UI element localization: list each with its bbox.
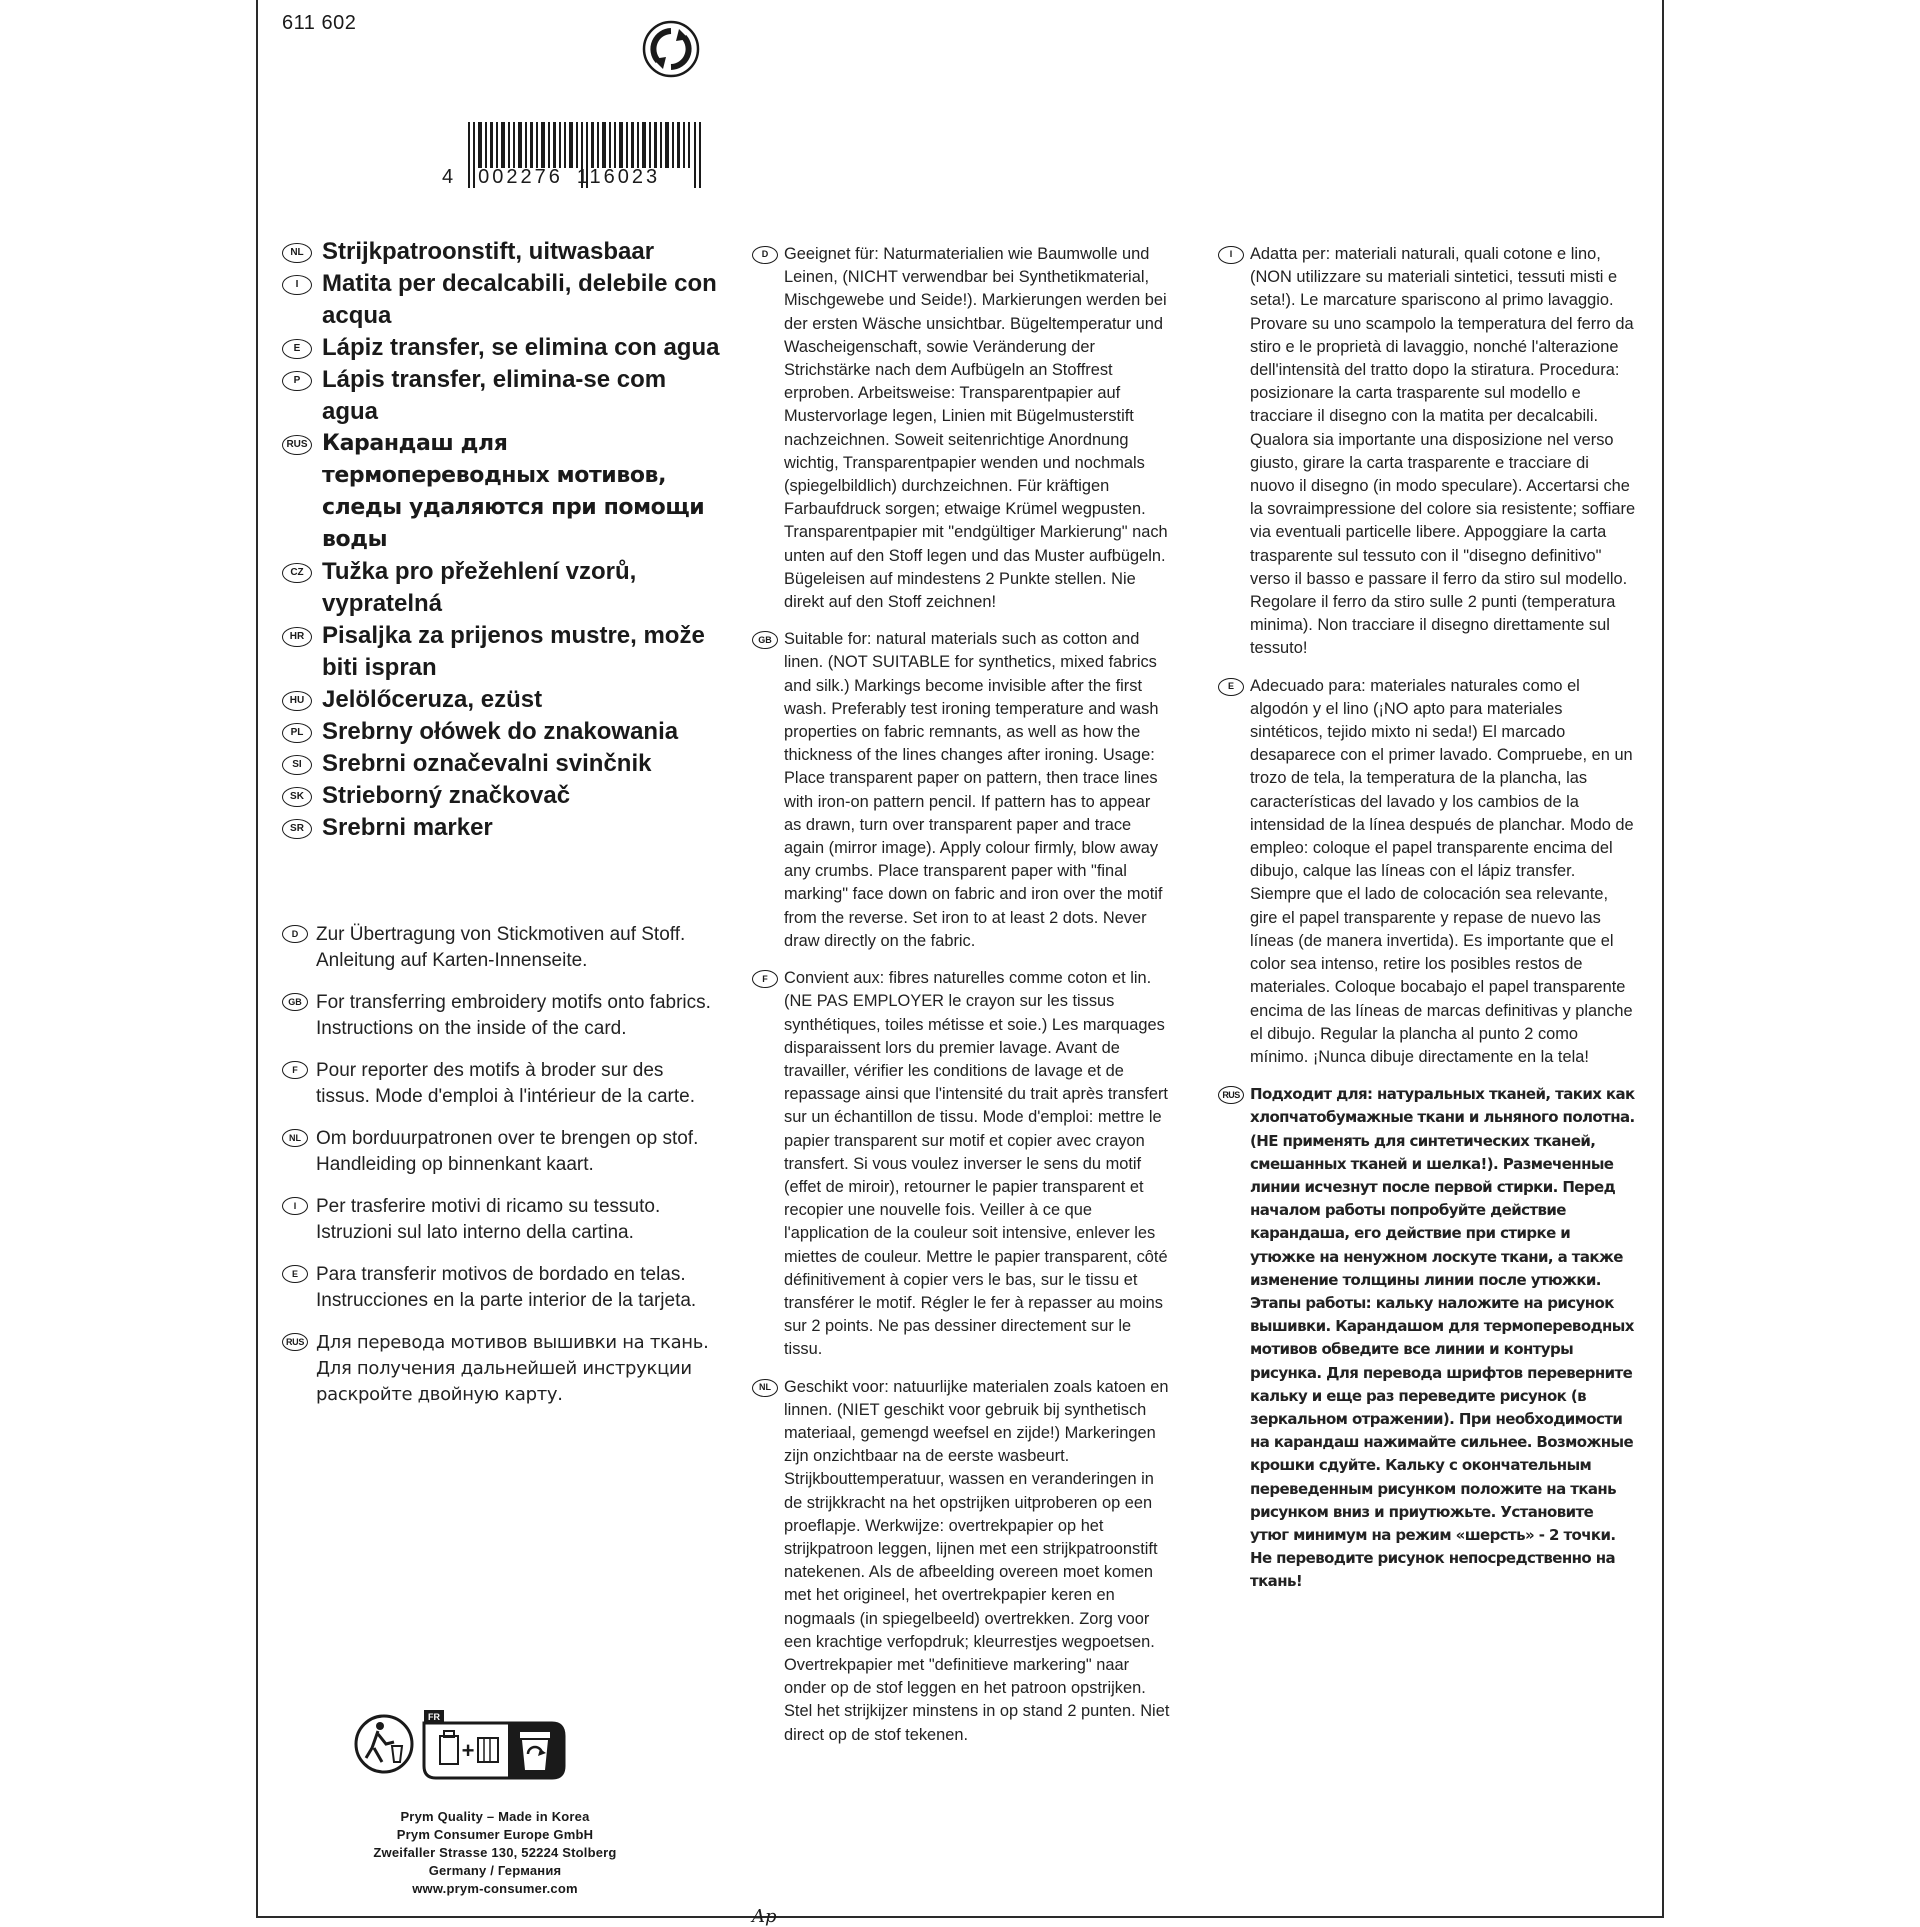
barcode-lead-digit: 4 [442, 166, 457, 188]
paper-pack-icon [440, 1731, 498, 1764]
title-row [282, 812, 722, 844]
title-text: Lápiz transfer, se elimina con agua [322, 334, 720, 361]
language-badge: SI [282, 755, 312, 775]
language-badge: D [282, 925, 308, 943]
barcode-digits [442, 166, 712, 189]
green-dot-recycling-icon [641, 19, 701, 79]
instruction-paragraph [1218, 675, 1636, 1069]
title-text: Tužka pro přežehlení vzorů, vypratelná [322, 558, 637, 617]
language-badge: E [282, 339, 312, 359]
title-row [282, 236, 722, 268]
instruction-text: Подходит для: натуральных тканей, таких как хлопчатобумажные ткани и льняного полотна. (НЕ применять для синтетических тканей, смешанных тканей и шелка!). Размеченные линии исчезнут после первой стирки. Перед началом работы попробуйте действие карандаша, его действие при стирке и утюжке на ненужном лоскуте ткани, а также изменение толщины линии после утюжки. Этапы работы: кальку наложите на рисунок вышивки. Карандашом для термопереводных мотивов обведите все линии и контуры рисунка. Для перевода шрифтов переверните кальку и еще раз переведите рисунок (в зеркальном отражении). При необходимости на карандаш нажимайте сильнее. Возможные крошки сдуйте. Кальку с окончательным переведенным рисунком положите на ткань рисунком вниз и приутюжьте. Установите утюг минимум на режим «шерсть» - 2 точки. Не переводите рисунок непосредственно на ткань! [1250, 1085, 1635, 1591]
title-row [282, 556, 722, 620]
instruction-text: Geeignet für: Naturmaterialien wie Baumwolle und Leinen, (NICHT verwendbar bei Synthetikmaterial, Mischgewebe und Seide!). Markierungen werden bei der ersten Wäsche unsichtbar. Bügeltemperatur und Wascheigenschaft, sowie Veränderung der Strichstärke nach dem Aufbügeln an Stoffrest erproben. Arbeitsweise: Transparentpapier auf Mustervorlage legen, Linien mit Bügelmusterstift nachzeichnen. Soweit seitenrichtige Anordnung wichtig, Transparentpapier wenden und nochmals (spiegelbildlich) durchzeichnen. Für kräftigen Farbaufdruck sorgen; etwaige Krümel wegpusten. Transparentpapier mit "endgültiger Markierung" nach unten auf den Stoff legen und das Muster aufbügeln. Bügeleisen auf mindestens 2 Punkte stellen. Nie direkt auf den Stoff zeichnen! [784, 245, 1168, 612]
short-description-text: Zur Übertragung von Stickmotiven auf Stoff. Anleitung auf Karten-Innenseite. [316, 924, 686, 971]
title-text: Strieborný značkovač [322, 782, 571, 809]
title-row [282, 780, 722, 812]
product-titles [282, 236, 722, 844]
short-description [282, 1126, 722, 1178]
footer-line: Prym Consumer Europe GmbH [396, 1827, 594, 1842]
article-number: 611 602 [282, 12, 357, 34]
manufacturer-footer [330, 1808, 660, 1898]
title-row [282, 364, 722, 428]
short-description-text: For transferring embroidery motifs onto fabrics. Instructions on the inside of the card. [316, 992, 711, 1039]
short-description [282, 1194, 722, 1246]
language-badge: F [752, 970, 778, 988]
short-descriptions [282, 922, 722, 1424]
short-description-text: Для перевода мотивов вышивки на ткань. Для получения дальнейшей инструкции раскройте двойную карту. [316, 1332, 709, 1405]
short-description [282, 922, 722, 974]
triman-label [424, 1710, 564, 1778]
short-description-text: Para transferir motivos de bordado en telas. Instrucciones en la parte interior de la tarjeta. [316, 1264, 697, 1311]
short-description-text: Pour reporter des motifs à broder sur des tissus. Mode d'emploi à l'intérieur de la carte. [316, 1060, 695, 1107]
title-row [282, 748, 722, 780]
instruction-text: Convient aux: fibres naturelles comme coton et lin. (NE PAS EMPLOYER le crayon sur les tissus synthétiques, toiles métisse et soie.) Les marquages disparaissent lors du premier lavage. Avant de travailler, vérifier les conditions de lavage et de repassage ainsi que l'intensité du trait après transfert sur un échantillon de tissu. Mode d'emploi: mettre le papier transparent sur motif et copier avec crayon transfert. Si vous voulez inverser le sens du motif (effet de miroir), retourner le papier transparent et recopier une nouvelle fois. Veiller à ce que l'application de la couleur soit intensive, enlever les miettes de couleur. Mettre le papier transparent, côté définitivement à copier vers le bas, sur le tissu et transférer le motif. Régler le fer à repasser au moins sur 2 points. Ne pas dessiner directement sur le tissu. [784, 969, 1168, 1359]
footer-line: Prym Quality – Made in Korea [400, 1809, 590, 1824]
instruction-paragraph [752, 1376, 1172, 1747]
instructions-column-3 [1218, 243, 1636, 1608]
language-badge: PL [282, 723, 312, 743]
tidyman-icon [356, 1716, 412, 1772]
language-badge: RUS [282, 435, 312, 455]
svg-text:+: + [461, 1738, 475, 1763]
language-badge: RUS [1218, 1086, 1244, 1104]
language-badge: P [282, 371, 312, 391]
title-row [282, 428, 722, 556]
recycling-symbols [352, 1696, 622, 1786]
title-text: Pisaljka za prijenos mustre, može biti ispran [322, 622, 705, 681]
short-description-text: Om borduurpatronen over te brengen op stof. Handleiding op binnenkant kaart. [316, 1128, 699, 1175]
trash-bin-recycling-icon [520, 1732, 550, 1770]
language-badge: I [282, 275, 312, 295]
instruction-text: Adatta per: materiali naturali, quali cotone e lino, (NON utilizzare su materiali sintetici, tessuti misti e seta!). Le marcature spariscono al primo lavaggio. Provare su uno scampolo la temperatura del ferro da stiro e le proprietà di lavaggio, nonché l'alterazione dell'intensità del tratto dopo la stiratura. Procedura: posizionare la carta trasparente sul modello e tracciare il disegno con la matita per decalcabili. Qualora sia importante una disposizione nel verso giusto, girare la carta trasparente e tracciare di nuovo il disegno (in modo speculare). Accertarsi che la sovraimpressione del colore sia resistente; soffiare via eventuali particelle libere. Appoggiare la carta trasparente sul tessuto con il "disegno definitivo" verso il basso e passare il ferro da stiro sul modello. Regolare il ferro da stiro sulle 2 punti (temperatura minima). Non tracciare il disegno direttamente sul tessuto! [1250, 245, 1636, 658]
footer-line: Germany / Германия [428, 1863, 562, 1878]
language-badge: GB [282, 993, 308, 1011]
barcode-group-1: 002276 [478, 166, 563, 188]
instruction-text: Adecuado para: materiales naturales como el algodón y el lino (¡NO apto para materiales sintéticos, tejido mixto ni seda!) El marcado desaparece con el primer lavado. Compruebe, en un trozo de tela, la temperatura de la plancha, las características del lavado y los cambios de la intensidad de la línea después de planchar. Modo de empleo: coloque el papel transparente encima del dibujo, calque las líneas con el lápiz transfer. Siempre que el lado de colocación sea relevante, gire el papel transparente y repase de nuevo las líneas (de manera invertida). Es importante que el color sea intenso, retire los posibles restos de materiales. Coloque bocabajo el papel transparente encima de las líneas de marcas definitivas y planche el dibujo. Regular la plancha al punto 2 como mínimo. ¡Nunca dibuje directamente en la tela! [1250, 676, 1634, 1066]
language-badge: E [282, 1265, 308, 1283]
instruction-text: Suitable for: natural materials such as cotton and linen. (NOT SUITABLE for synthetics, mixed fabrics and silk.) Markings become invisible after the first wash. Preferably test ironing temperature and wash properties on fabric remnants, as well as how the thickness of the lines changes after ironing. Usage: Place transparent paper on pattern, then trace lines with iron-on pattern pencil. If pattern has to appear as drawn, turn over transparent paper and trace again (mirror image). Apply colour firmly, blow away any crumbs. Place transparent paper with "final marking" face down on fabric and iron over the motif from the reverse. Set iron to at least 2 dots. Never draw directly on the fabric. [784, 630, 1163, 950]
barcode-group-2: 116023 [576, 166, 661, 188]
footer-website: www.prym-consumer.com [412, 1881, 578, 1896]
short-description [282, 1262, 722, 1314]
language-badge: RUS [282, 1333, 308, 1351]
language-badge: SK [282, 787, 312, 807]
short-description [282, 1058, 722, 1110]
language-badge: HU [282, 691, 312, 711]
page-mark: Ap [752, 1906, 777, 1927]
instruction-paragraph [752, 967, 1172, 1361]
language-badge: E [1218, 678, 1244, 696]
instruction-paragraph [1218, 243, 1636, 661]
title-text: Srebrni označevalni svinčnik [322, 750, 652, 777]
language-badge: I [1218, 246, 1244, 264]
title-row [282, 716, 722, 748]
title-row [282, 332, 722, 364]
title-row [282, 268, 722, 332]
language-badge: D [752, 246, 778, 264]
short-description [282, 1330, 722, 1408]
language-badge: CZ [282, 563, 312, 583]
title-text: Srebrni marker [322, 814, 493, 841]
footer-line: Zweifaller Strasse 130, 52224 Stolberg [373, 1845, 617, 1860]
title-text: Карандаш для термопереводных мотивов, следы удаляются при помощи воды [322, 431, 705, 552]
short-description [282, 990, 722, 1042]
title-row [282, 620, 722, 684]
language-badge: I [282, 1197, 308, 1215]
language-badge: NL [282, 243, 312, 263]
region-label: FR [428, 1712, 440, 1722]
language-badge: HR [282, 627, 312, 647]
instruction-paragraph [1218, 1083, 1636, 1593]
language-badge: NL [752, 1379, 778, 1397]
title-text: Lápis transfer, elimina-se com agua [322, 366, 667, 425]
instruction-paragraph [752, 243, 1172, 614]
title-text: Matita per decalcabili, delebile con acqua [322, 270, 717, 329]
language-badge: NL [282, 1129, 308, 1147]
language-badge: F [282, 1061, 308, 1079]
title-text: Strijkpatroonstift, uitwasbaar [322, 238, 655, 265]
title-text: Srebrny ołówek do znakowania [322, 718, 679, 745]
language-badge: SR [282, 819, 312, 839]
language-badge: GB [752, 631, 778, 649]
title-row [282, 684, 722, 716]
instructions-column-2 [752, 243, 1172, 1761]
title-text: Jelölőceruza, ezüst [322, 686, 543, 713]
short-description-text: Per trasferire motivi di ricamo su tessuto. Istruzioni sul lato interno della cartina. [316, 1196, 661, 1243]
instruction-paragraph [752, 628, 1172, 953]
instruction-text: Geschikt voor: natuurlijke materialen zoals katoen en linnen. (NIET geschikt voor gebruik bij synthetisch materiaal, gemengd weefsel en zijde!) Markeringen zijn onzichtbaar na de eerste wasbeurt. Strijkbouttemperatuur, wassen en veranderingen in de strijkkracht na het opstrijken uitproberen op een proeflapje. Werkwijze: overtrekpapier op het strijkpatroon leggen, lijnen met een strijkpatroonstift natekenen. Als de afbeelding overeen moet komen met het origineel, het overtrekpapier keren en nogmaals (in spiegelbeeld) overtrekken. Zorg voor een krachtige verfopdruk; kleurrestjes wegpoetsen. Overtrekpapier met "definitieve markering" naar onder op de stof leggen en het patroon opstrijken. Stel het strijkijzer minstens in op stand 2 punten. Niet direct op de stof tekenen. [784, 1377, 1170, 1744]
